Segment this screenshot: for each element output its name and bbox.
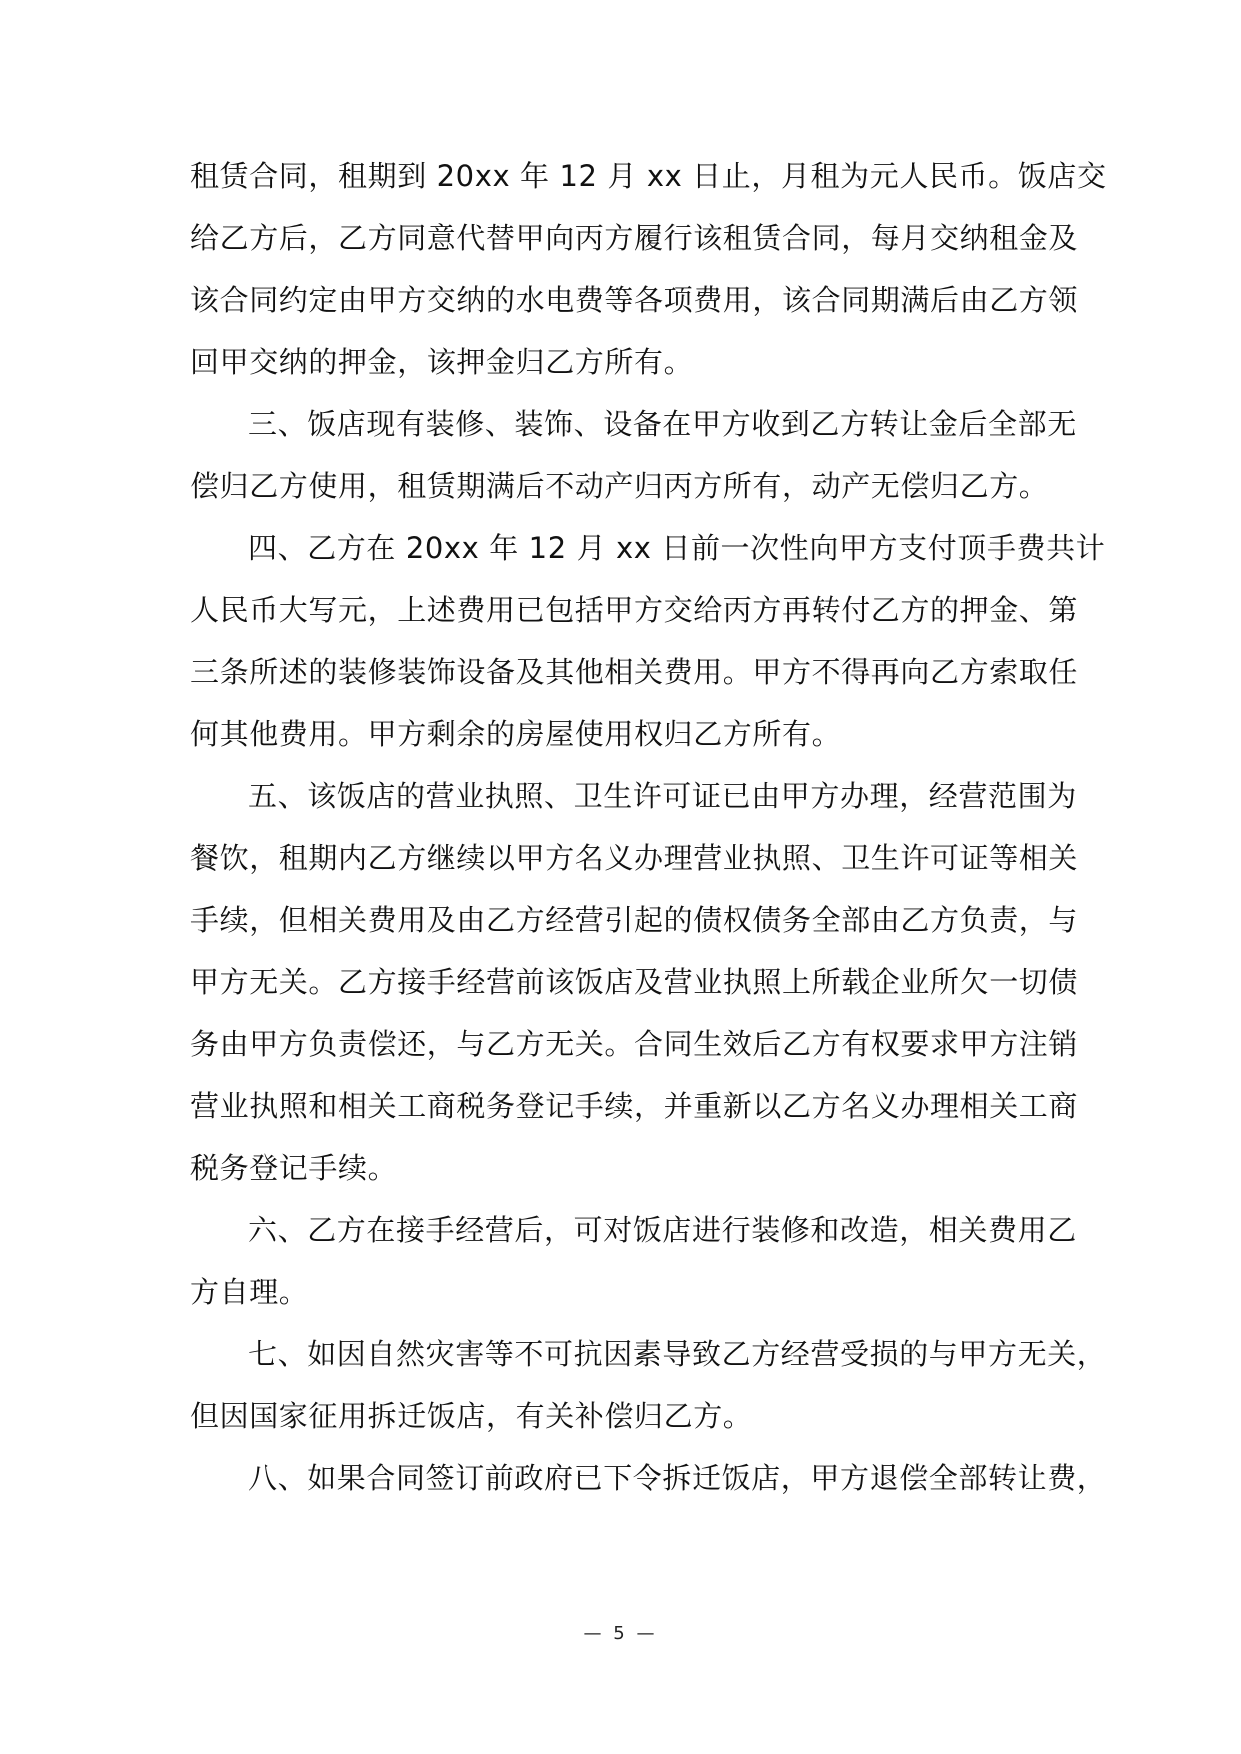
clause-5-line-5: 务由甲方负责偿还，与乙方无关。合同生效后乙方有权要求甲方注销 (190, 1027, 1079, 1061)
clause-4-line-4: 何其他费用。甲方剩余的房屋使用权归乙方所有。 (190, 717, 842, 751)
text-line-4: 回甲交纳的押金，该押金归乙方所有。 (190, 345, 694, 379)
clause-3-line-1: 三、饭店现有装修、装饰、设备在甲方收到乙方转让金后全部无 (248, 407, 1077, 441)
clause-6-line-1: 六、乙方在接手经营后，可对饭店进行装修和改造，相关费用乙 (248, 1213, 1077, 1247)
clause-4-line-3: 三条所述的装修装饰设备及其他相关费用。甲方不得再向乙方索取任 (190, 655, 1079, 689)
clause-7-line-2: 但因国家征用拆迁饭店，有关补偿归乙方。 (190, 1399, 753, 1433)
clause-4-line-1: 四、乙方在 20xx 年 12 月 xx 日前一次性向甲方支付顶手费共计 (248, 531, 1106, 565)
text-line-3: 该合同约定由甲方交纳的水电费等各项费用，该合同期满后由乙方领 (190, 283, 1079, 317)
clause-8-line-1: 八、如果合同签订前政府已下令拆迁饭店，甲方退偿全部转让费， (248, 1461, 1107, 1495)
clause-3-line-2: 偿归乙方使用，租赁期满后不动产归丙方所有，动产无偿归乙方。 (190, 469, 1049, 503)
text-line-1: 租赁合同，租期到 20xx 年 12 月 xx 日止，月租为元人民币。饭店交 (190, 159, 1107, 193)
clause-7-line-1: 七、如因自然灾害等不可抗因素导致乙方经营受损的与甲方无关， (248, 1337, 1107, 1371)
page-number: — 5 — (583, 1623, 658, 1644)
text-line-2: 给乙方后，乙方同意代替甲向丙方履行该租赁合同，每月交纳租金及 (190, 221, 1079, 255)
clause-5-line-4: 甲方无关。乙方接手经营前该饭店及营业执照上所载企业所欠一切债 (190, 965, 1079, 999)
clause-5-line-2: 餐饮，租期内乙方继续以甲方名义办理营业执照、卫生许可证等相关 (190, 841, 1079, 875)
clause-5-line-7: 税务登记手续。 (190, 1151, 398, 1185)
clause-5-line-6: 营业执照和相关工商税务登记手续，并重新以乙方名义办理相关工商 (190, 1089, 1079, 1123)
clause-6-line-2: 方自理。 (190, 1275, 309, 1309)
clause-5-line-3: 手续，但相关费用及由乙方经营引起的债权债务全部由乙方负责，与 (190, 903, 1079, 937)
clause-5-line-1: 五、该饭店的营业执照、卫生许可证已由甲方办理，经营范围为 (248, 779, 1077, 813)
clause-4-line-2: 人民币大写元，上述费用已包括甲方交给丙方再转付乙方的押金、第 (190, 593, 1079, 627)
